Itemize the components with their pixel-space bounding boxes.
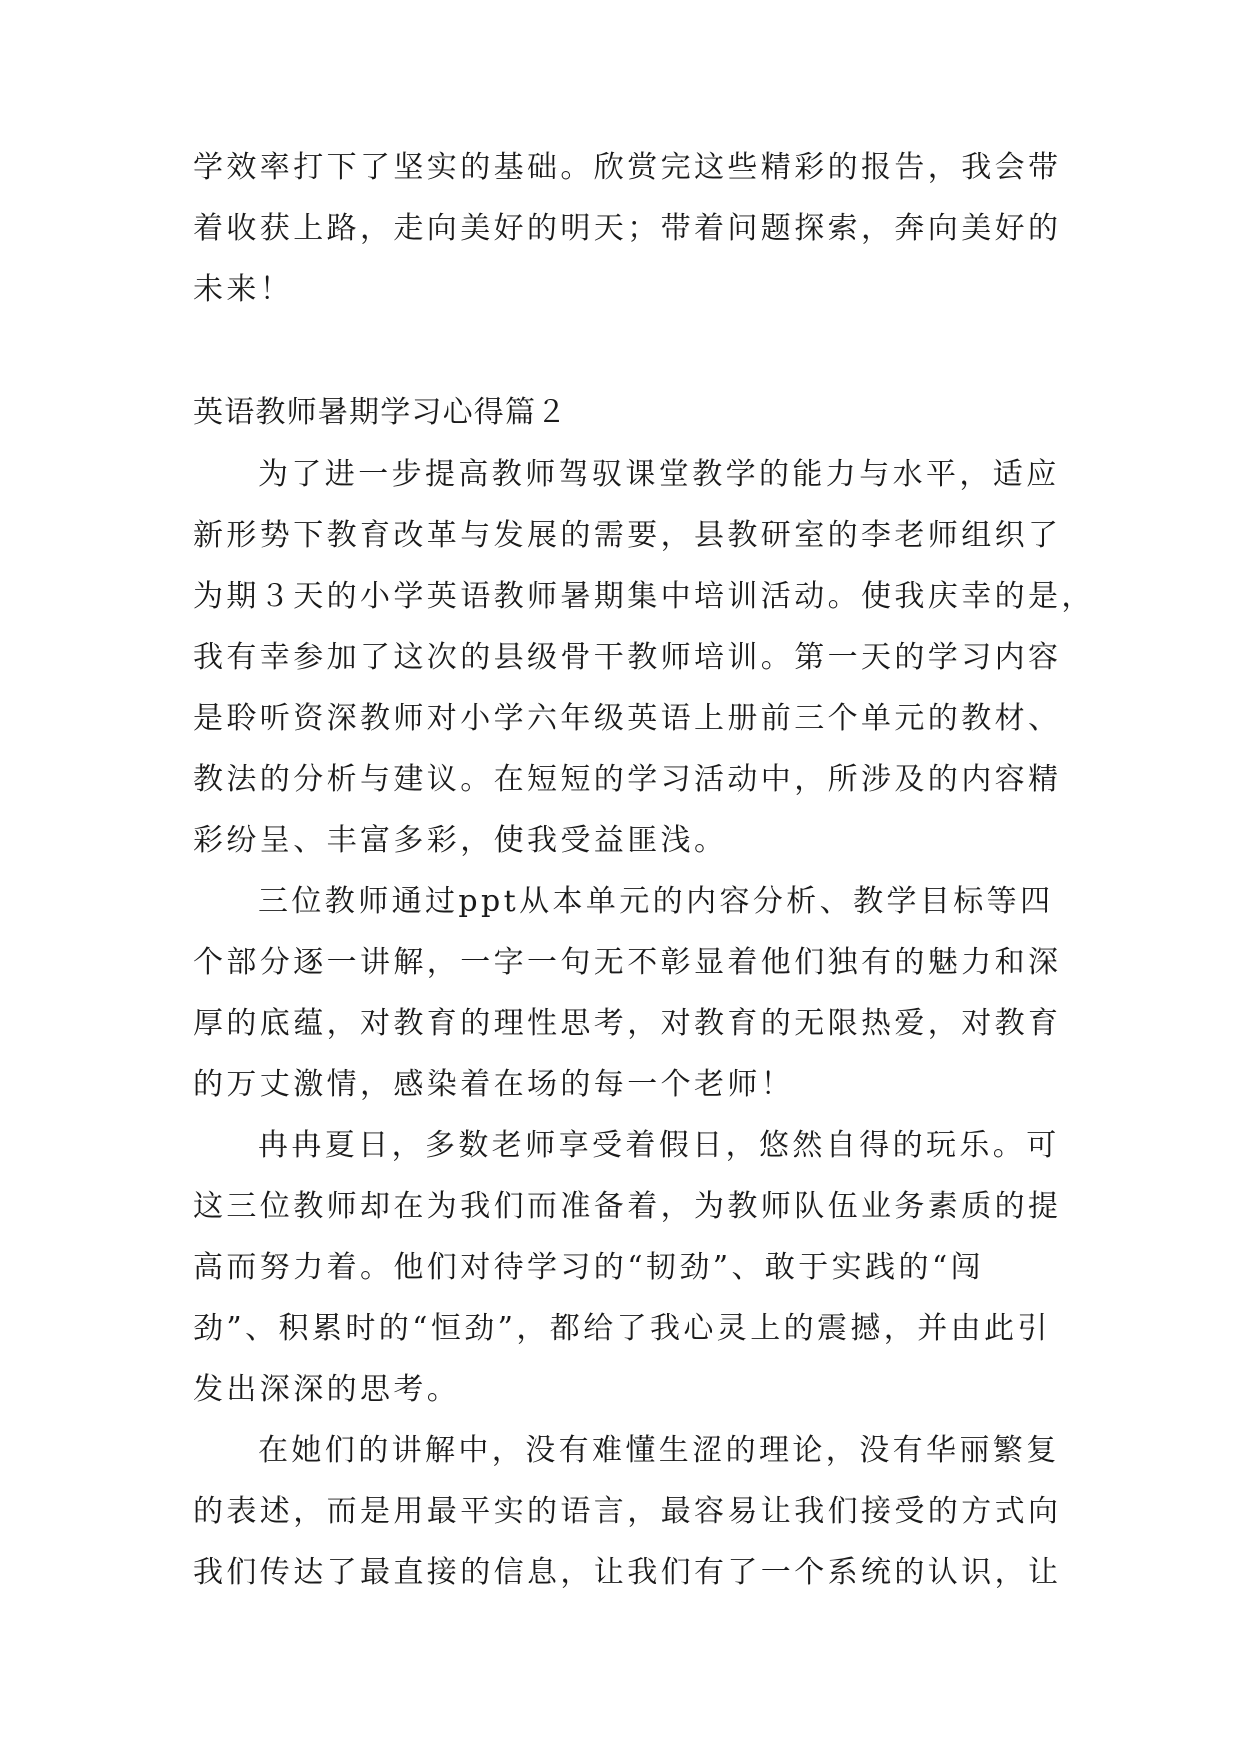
paragraph-line: 的表述，而是用最平实的语言，最容易让我们接受的方式向 — [193, 1494, 1062, 1529]
paragraph-line: 我们传达了最直接的信息，让我们有了一个系统的认识，让 — [193, 1555, 1062, 1590]
paragraph-line: 发出深深的思考。 — [193, 1372, 461, 1407]
paragraph-line: 新形势下教育改革与发展的需要，县教研室的李老师组织了 — [193, 518, 1062, 553]
text-line: 着收获上路，走向美好的明天；带着问题探索，奔向美好的 — [193, 211, 1062, 246]
paragraph-line: 的万丈激情，感染着在场的每一个老师！ — [193, 1067, 795, 1102]
paragraph-line: 高而努力着。他们对待学习的“韧劲”、敢于实践的“闯 — [193, 1250, 985, 1285]
paragraph-line: 为了进一步提高教师驾驭课堂教学的能力与水平，适应 — [258, 457, 1060, 492]
paragraph-line: 在她们的讲解中，没有难懂生涩的理论，没有华丽繁复 — [258, 1433, 1060, 1468]
paragraph-line: 为期３天的小学英语教师暑期集中培训活动。使我庆幸的是， — [193, 579, 1095, 614]
paragraph-line: 我有幸参加了这次的县级骨干教师培训。第一天的学习内容 — [193, 640, 1062, 675]
paragraph-line: 彩纷呈、丰富多彩，使我受益匪浅。 — [193, 823, 728, 858]
text-line: 未来！ — [193, 272, 294, 307]
paragraph-line: 三位教师通过ppt从本单元的内容分析、教学目标等四 — [258, 884, 1054, 919]
paragraph-line: 冉冉夏日，多数老师享受着假日，悠然自得的玩乐。可 — [258, 1128, 1060, 1163]
paragraph-line: 是聆听资深教师对小学六年级英语上册前三个单元的教材、 — [193, 701, 1062, 736]
text-line: 学效率打下了坚实的基础。欣赏完这些精彩的报告，我会带 — [193, 150, 1062, 185]
section-title: 英语教师暑期学习心得篇２ — [193, 395, 568, 430]
paragraph-line: 劲”、积累时的“恒劲”，都给了我心灵上的震撼，并由此引 — [193, 1311, 1051, 1346]
paragraph-line: 个部分逐一讲解，一字一句无不彰显着他们独有的魅力和深 — [193, 945, 1062, 980]
paragraph-line: 教法的分析与建议。在短短的学习活动中，所涉及的内容精 — [193, 762, 1062, 797]
paragraph-line: 这三位教师却在为我们而准备着，为教师队伍业务素质的提 — [193, 1189, 1062, 1224]
paragraph-line: 厚的底蕴，对教育的理性思考，对教育的无限热爱，对教育 — [193, 1006, 1062, 1041]
